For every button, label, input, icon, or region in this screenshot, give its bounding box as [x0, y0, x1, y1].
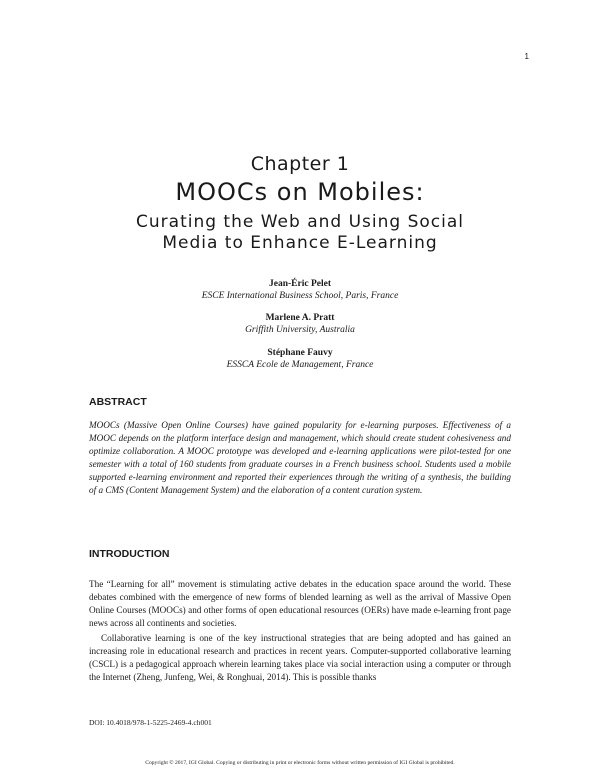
page-number: 1 [524, 52, 529, 61]
author-name: Jean-Éric Pelet [269, 279, 331, 289]
introduction-paragraph-1: The “Learning for all” movement is stimulating active debates in the education space around the world. These debates combined with the emergence of new forms of blended learning as well as the arrival of Massive Open Online Courses (MOOCs) and other forms of open educational resources (OERs) have made e-learning front page news across all continents and societies. [89, 579, 511, 629]
doi: DOI: 10.4018/978-1-5225-2469-4.ch001 [89, 718, 212, 727]
author-name: Marlene A. Pratt [265, 313, 335, 323]
chapter-label: Chapter 1 [250, 153, 350, 175]
chapter-title: MOOCs on Mobiles: [175, 178, 425, 206]
author-affiliation: Griffith University, Australia [245, 325, 355, 335]
chapter-subtitle-line-1: Curating the Web and Using Social [136, 212, 464, 232]
author-name: Stéphane Fauvy [267, 348, 333, 358]
introduction-paragraph-2: Collaborative learning is one of the key instructional strategies that are being adopted and has gained an increasing role in educational research and practices in recent years. Computer-supported collaborative learning (CSCL) is a pedagogical approach wherein learning takes place via social interaction using a computer or through the Internet (Zheng, Junfeng, Wei, & Ronghuai, 2014). This is possible thanks [89, 633, 511, 683]
copyright-notice: Copyright © 2017, IGI Global. Copying or distributing in print or electronic forms without written permission of IGI Global is prohibited. [145, 760, 455, 766]
chapter-subtitle-line-2: Media to Enhance E-Learning [162, 233, 438, 253]
author-affiliation: ESCE International Business School, Paris, France [201, 291, 399, 301]
author-affiliation: ESSCA Ecole de Management, France [226, 360, 374, 370]
introduction-heading: INTRODUCTION [89, 548, 170, 560]
abstract-text: MOOCs (Massive Open Online Courses) have gained popularity for e-learning purposes. Effectiveness of a MOOC depends on the platform interface design and management, which should create student cohesiveness and optimize collaboration. A MOOC prototype was developed and e-learning applications were pilot-tested for one semester with a total of 160 students from graduate courses in a French business school. Students used a mobile supported e-learning environment and reported their experiences through the writing of a synthesis, the building of a CMS (Content Management System) and the elaboration of a content curation system. [89, 420, 511, 496]
abstract-heading: ABSTRACT [89, 396, 147, 408]
